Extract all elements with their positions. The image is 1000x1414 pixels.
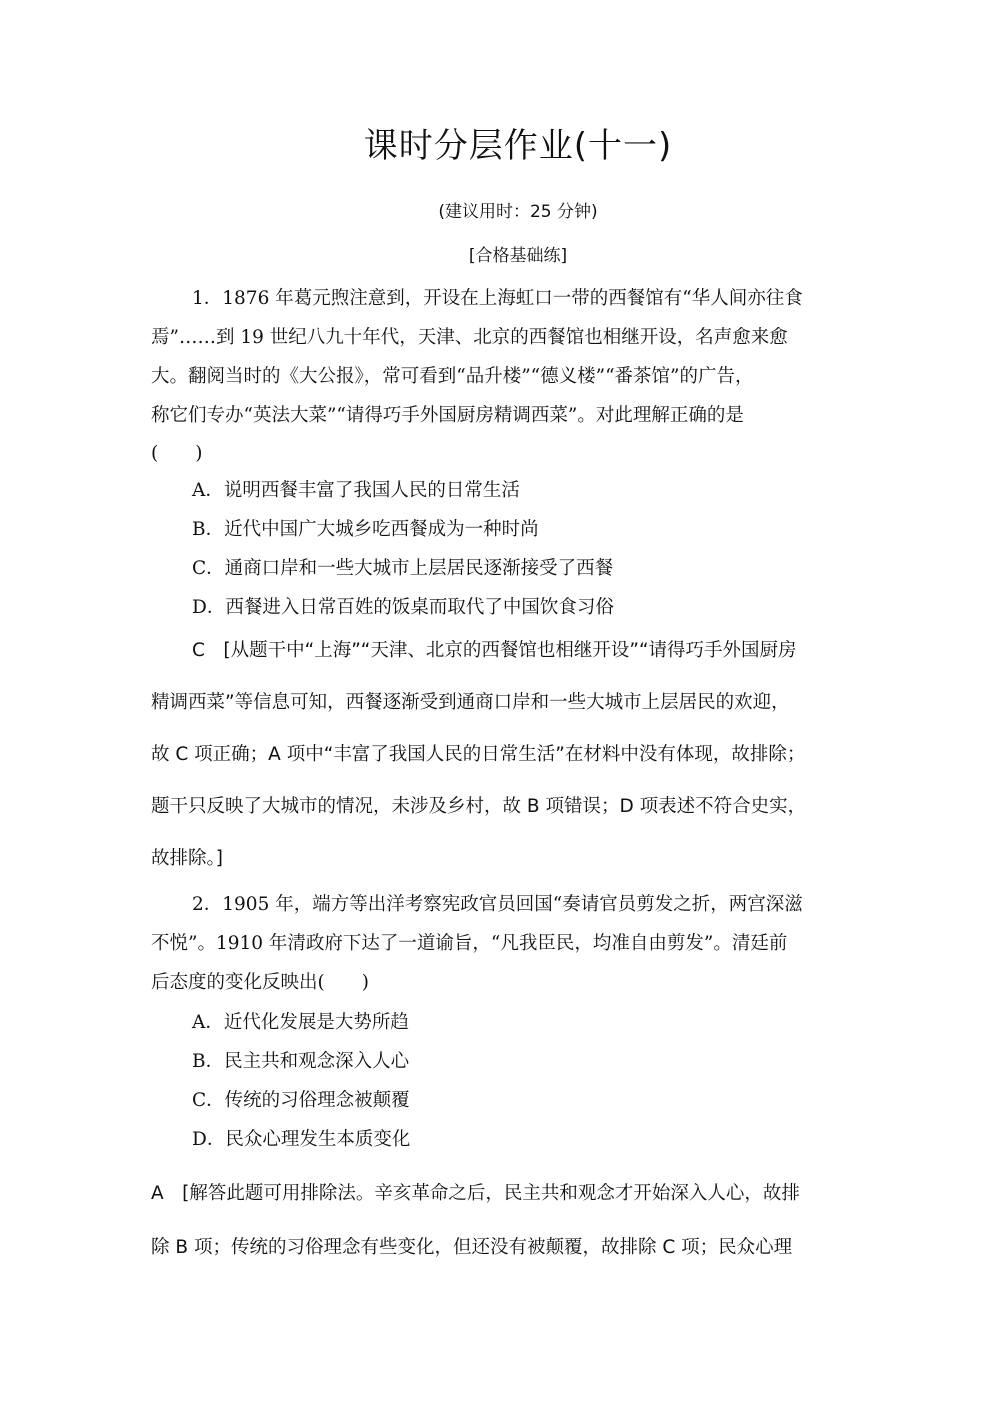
question-1-stem-line: 称它们专办“英法大菜”“请得巧手外国厨房精调西菜”。对此理解正确的是 bbox=[151, 405, 744, 426]
question-2-option-c: C．传统的习俗理念被颠覆 bbox=[192, 1090, 410, 1111]
question-1-option-c: C．通商口岸和一些大城市上层居民逐渐接受了西餐 bbox=[192, 558, 614, 579]
question-2-option-a: A．近代化发展是大势所趋 bbox=[192, 1012, 409, 1033]
question-1-stem-line: 大。翻阅当时的《大公报》，常可看到“品升楼”“德义楼”“番茶馆”的广告， bbox=[151, 366, 754, 387]
question-2-answer-line: 除 B 项；传统的习俗理念有些变化，但还没有被颠覆，故排除 C 项；民众心理 bbox=[151, 1237, 793, 1258]
question-1-answer-line: 精调西菜”等信息可知，西餐逐渐受到通商口岸和一些大城市上层居民的欢迎， bbox=[151, 692, 790, 713]
question-2-stem-line: 后态度的变化反映出( ) bbox=[151, 972, 369, 993]
page-title: 课时分层作业(十一) bbox=[363, 126, 673, 166]
suggested-time: (建议用时：25 分钟) bbox=[438, 202, 598, 222]
question-1-answer-blank: ( ) bbox=[151, 443, 203, 464]
question-2-option-d: D．民众心理发生本质变化 bbox=[192, 1129, 411, 1150]
question-1-answer-line: C [从题干中“上海”“天津、北京的西餐馆也相继开设”“请得巧手外国厨房 bbox=[192, 640, 797, 661]
question-2-answer-line: A [解答此题可用排除法。辛亥革命之后，民主共和观念才开始深入人心，故排 bbox=[151, 1183, 800, 1204]
section-label: [合格基础练] bbox=[468, 246, 568, 266]
question-1-answer-line: 故 C 项正确；A 项中“丰富了我国人民的日常生活”在材料中没有体现，故排除； bbox=[151, 744, 806, 765]
question-1-answer-line: 题干只反映了大城市的情况，未涉及乡村，故 B 项错误；D 项表述不符合史实， bbox=[151, 796, 807, 817]
question-1-option-a: A．说明西餐丰富了我国人民的日常生活 bbox=[192, 480, 520, 501]
question-2-option-b: B．民主共和观念深入人心 bbox=[192, 1051, 410, 1072]
question-1-stem-line: 1．1876 年葛元煦注意到，开设在上海虹口一带的西餐馆有“华人间亦往食 bbox=[192, 288, 803, 309]
question-1-option-d: D．西餐进入日常百姓的饭桌而取代了中国饮食习俗 bbox=[192, 597, 614, 618]
question-1-option-b: B．近代中国广大城乡吃西餐成为一种时尚 bbox=[192, 519, 539, 540]
question-2-stem-line: 不悦”。1910 年清政府下达了一道谕旨，“凡我臣民，均准自由剪发”。清廷前 bbox=[151, 933, 788, 954]
question-1-answer-line: 故排除。] bbox=[151, 848, 223, 869]
question-2-stem-line: 2．1905 年，端方等出洋考察宪政官员回国“奏请官员剪发之折，两宫深滋 bbox=[192, 894, 803, 915]
question-1-stem-line: 焉”……到 19 世纪八九十年代，天津、北京的西餐馆也相继开设，名声愈来愈 bbox=[151, 327, 788, 348]
